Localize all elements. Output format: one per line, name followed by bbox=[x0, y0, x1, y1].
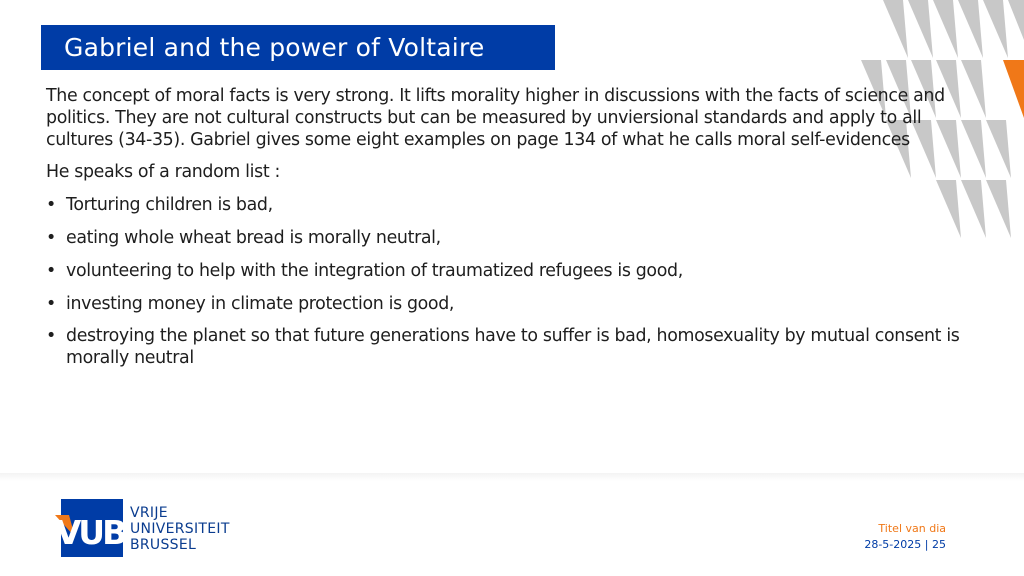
list-item bbox=[46, 326, 976, 370]
bullet-icon: • bbox=[46, 260, 56, 281]
slide-title: Gabriel and the power of Voltaire bbox=[41, 25, 555, 70]
logo-line-3: BRUSSEL bbox=[130, 537, 197, 553]
list-item-text: investing money in climate protection is good, bbox=[66, 293, 455, 314]
list-item-text: volunteering to help with the integration of traumatized refugees is good, bbox=[66, 260, 683, 281]
bullet-icon: • bbox=[46, 227, 56, 248]
list-item-text: destroying the planet so that future generations have to suffer is bad, homosexuality by mutual consent is morally neutral bbox=[66, 326, 960, 369]
footer-divider bbox=[0, 473, 1024, 481]
lead-paragraph: He speaks of a random list : bbox=[46, 162, 281, 183]
bullet-icon: • bbox=[46, 195, 56, 216]
footer-date-page bbox=[864, 537, 946, 553]
page-number: 25 bbox=[932, 538, 946, 551]
list-item bbox=[46, 261, 976, 283]
list-item bbox=[46, 228, 976, 250]
university-name bbox=[130, 505, 230, 553]
logo-line-1: VRIJE bbox=[130, 505, 168, 521]
intro-paragraph: The concept of moral facts is very strong. It lifts morality higher in discussions with the facts of science and politics. They are not cultural constructs but can be measured by unviersional standards and apply to all cultures (34-35). Gabriel gives some eight examples on page 134 of what he calls moral self-evidences bbox=[46, 86, 945, 150]
slide-body bbox=[46, 86, 976, 381]
bullet-list bbox=[46, 195, 976, 370]
list-item bbox=[46, 294, 976, 316]
list-item-text: eating whole wheat bread is morally neutral, bbox=[66, 227, 441, 248]
footer-info bbox=[864, 521, 946, 553]
logo-mark-text: VUB bbox=[55, 513, 125, 552]
bullet-icon: • bbox=[46, 326, 56, 347]
footer-date: 28-5-2025 bbox=[864, 538, 922, 551]
list-item bbox=[46, 195, 976, 217]
footer-slide-title: Titel van dia bbox=[878, 522, 946, 535]
bullet-icon: • bbox=[46, 293, 56, 314]
footer-separator: | bbox=[924, 538, 929, 551]
logo-line-2: UNIVERSITEIT bbox=[130, 521, 230, 537]
list-item-text: Torturing children is bad, bbox=[66, 195, 273, 216]
